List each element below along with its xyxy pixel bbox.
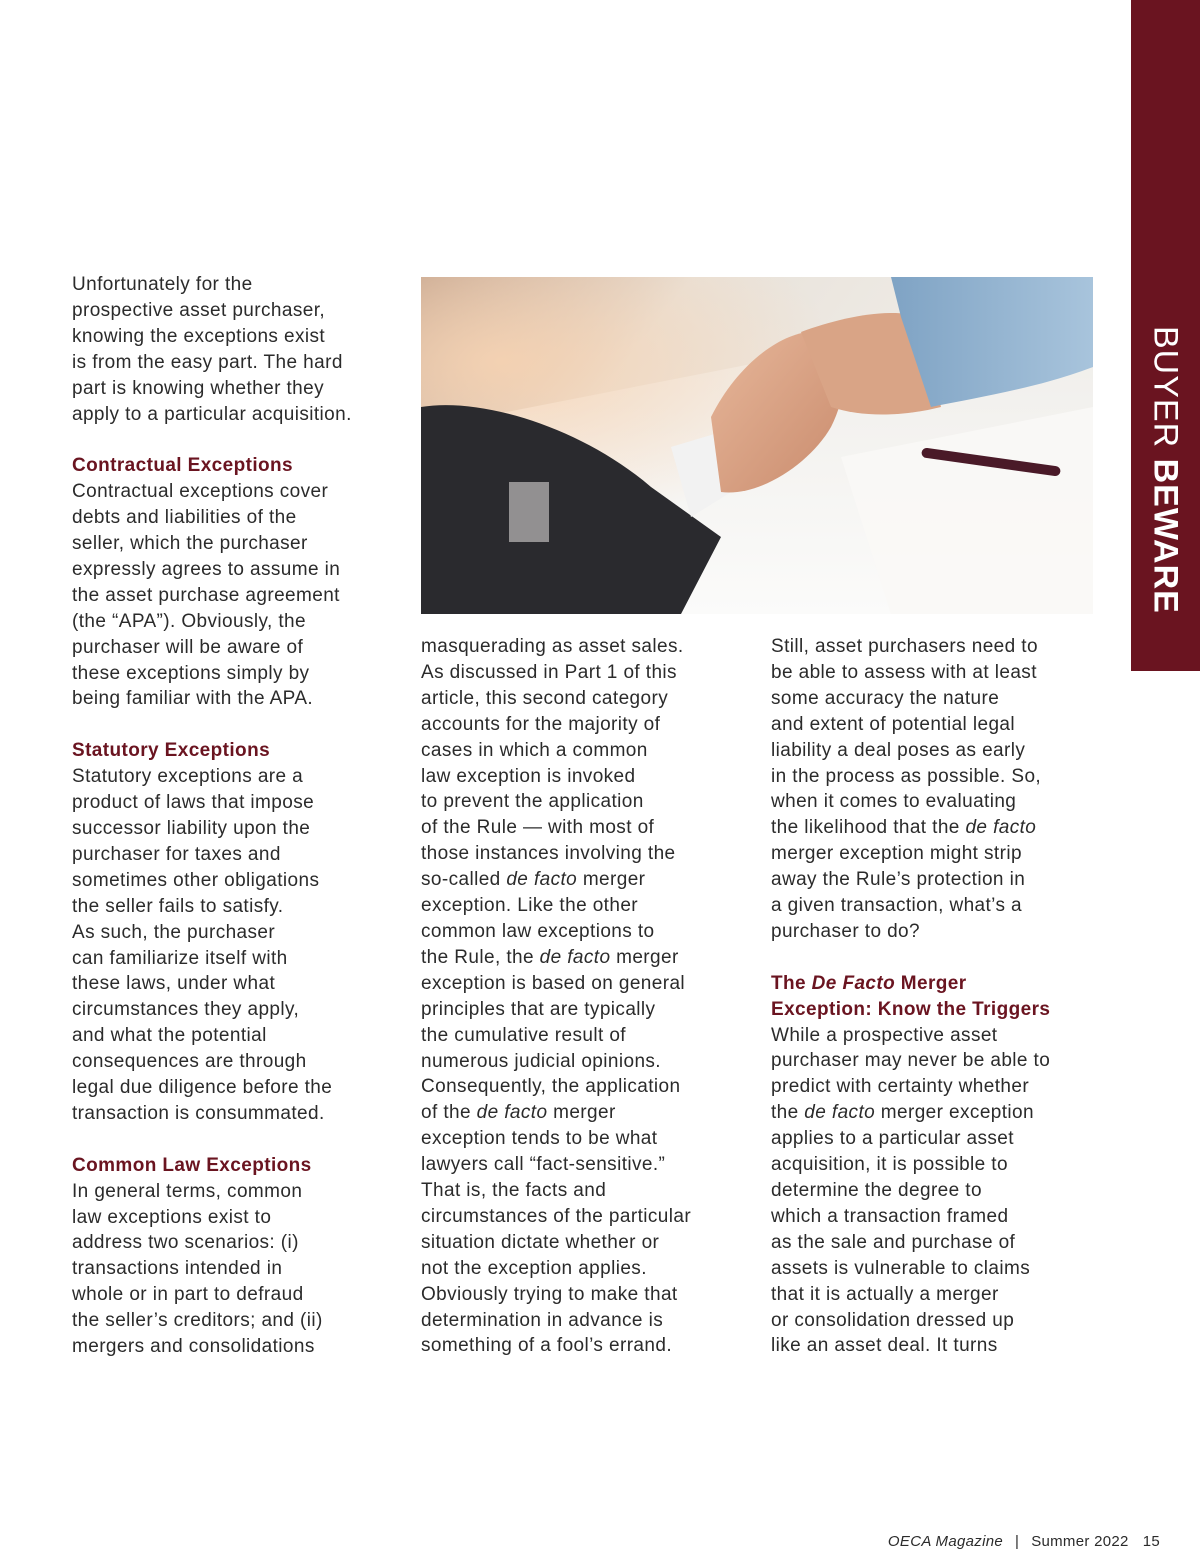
common-law-paragraph [72, 1179, 407, 1360]
text-line: law exceptions exist to [72, 1206, 272, 1228]
text-line: being familiar with the APA. [72, 688, 314, 710]
contractual-paragraph [72, 479, 407, 712]
text-line: is from the easy part. The hard [72, 351, 343, 373]
text-line: to prevent the application [421, 791, 644, 813]
text-line: successor liability upon the [72, 818, 311, 839]
text-line: knowing the exceptions exist [72, 325, 326, 347]
text-line: law exception is invoked [421, 765, 636, 787]
text-line: predict with certainty whether [771, 1076, 1030, 1098]
text-line: liability a deal poses as early [771, 739, 1026, 761]
text-line: and what the potential [72, 1025, 267, 1047]
text-line: Obviously trying to make that [421, 1283, 678, 1305]
text-line: situation dictate whether or [421, 1231, 660, 1253]
handshake-photo [421, 277, 1093, 614]
column-right [771, 634, 1106, 1359]
text-line: expressly agrees to assume in [72, 558, 341, 580]
text-line: away the Rule’s protection in [771, 869, 1026, 891]
text-line: Unfortunately for the [72, 274, 253, 295]
text-line: article, this second category [421, 687, 669, 709]
text-line: assets is vulnerable to claims [771, 1257, 1031, 1279]
text-line: Contractual exceptions cover [72, 481, 329, 503]
text-line: prospective asset purchaser, [72, 299, 326, 321]
text-line: that it is actually a merger [771, 1283, 999, 1305]
text-line: in the process as possible. So, [771, 765, 1042, 787]
text-line: the de facto merger exception [771, 1102, 1034, 1124]
text-line: these exceptions simply by [72, 662, 310, 684]
text-line: merger exception might strip [771, 843, 1022, 865]
text-line: circumstances of the particular [421, 1205, 692, 1227]
right-paragraph [771, 634, 1106, 945]
text-line: debts and liabilities of the [72, 507, 297, 529]
text-line: In general terms, common [72, 1180, 303, 1202]
text-line: some accuracy the nature [771, 687, 1000, 709]
text-line: or consolidation dressed up [771, 1309, 1015, 1331]
text-line: determination in advance is [421, 1309, 664, 1331]
text-line: these laws, under what [72, 973, 276, 995]
text-line: acquisition, it is possible to [771, 1154, 1008, 1176]
text-line: masquerading as asset sales. [421, 636, 684, 657]
statutory-heading: Statutory Exceptions [72, 740, 271, 762]
footer-separator: | [1014, 1533, 1020, 1550]
text-line: of the Rule — with most of [421, 817, 655, 839]
de-facto-heading: The De Facto Merger Exception: Know the Triggers [771, 972, 1051, 1020]
column-left [72, 272, 407, 1360]
de-facto-paragraph [771, 1023, 1106, 1360]
text-line: be able to assess with at least [771, 661, 1037, 683]
text-line: Still, asset purchasers need to [771, 636, 1038, 657]
text-line: transaction is consummated. [72, 1102, 325, 1124]
text-line: As discussed in Part 1 of this [421, 661, 677, 683]
text-line: That is, the facts and [421, 1180, 607, 1202]
section-title-bold: BEWARE [1146, 458, 1185, 614]
text-line: determine the degree to [771, 1180, 982, 1202]
text-line: sometimes other obligations [72, 869, 320, 891]
intro-paragraph [72, 272, 407, 427]
text-line: as the sale and purchase of [771, 1231, 1016, 1253]
text-line: seller, which the purchaser [72, 533, 308, 555]
text-line: apply to a particular acquisition. [72, 403, 352, 425]
text-line: the seller’s creditors; and (ii) [72, 1310, 323, 1332]
text-line: when it comes to evaluating [771, 791, 1017, 813]
section-title [1131, 326, 1200, 656]
text-line: transactions intended in [72, 1258, 283, 1280]
text-line: Statutory exceptions are a [72, 766, 304, 788]
text-line: part is knowing whether they [72, 377, 324, 399]
text-line: mergers and consolidations [72, 1336, 315, 1358]
middle-paragraph [421, 634, 756, 1359]
text-line: purchaser will be aware of [72, 636, 304, 658]
text-line: As such, the purchaser [72, 921, 276, 943]
column-middle [421, 634, 756, 1359]
text-line: common law exceptions to [421, 920, 655, 942]
text-line: Consequently, the application [421, 1076, 681, 1098]
text-line: and extent of potential legal [771, 713, 1015, 735]
text-line: legal due diligence before the [72, 1077, 333, 1099]
page-footer [888, 1533, 1160, 1550]
text-line: exception is based on general [421, 972, 686, 994]
issue-date: Summer 2022 [1031, 1533, 1129, 1550]
common-law-heading: Common Law Exceptions [72, 1154, 312, 1176]
magazine-name: OECA Magazine [887, 1533, 1003, 1550]
text-line: the likelihood that the de facto [771, 817, 1037, 839]
text-line: whole or in part to defraud [72, 1284, 304, 1306]
text-line: can familiarize itself with [72, 947, 288, 969]
contractual-heading: Contractual Exceptions [72, 455, 294, 477]
text-line: numerous judicial opinions. [421, 1050, 661, 1072]
text-line: purchaser to do? [771, 920, 920, 942]
text-line: consequences are through [72, 1051, 307, 1073]
text-line: not the exception applies. [421, 1257, 647, 1279]
text-line: exception tends to be what [421, 1128, 658, 1150]
text-line: lawyers call “fact-sensitive.” [421, 1154, 666, 1176]
text-line: While a prospective asset [771, 1024, 998, 1046]
text-line: circumstances they apply, [72, 999, 300, 1021]
text-line: accounts for the majority of [421, 713, 661, 735]
text-line: the cumulative result of [421, 1024, 626, 1046]
text-line: something of a fool’s errand. [421, 1335, 673, 1357]
text-line: those instances involving the [421, 843, 676, 865]
text-line: a given transaction, what’s a [771, 895, 1023, 917]
text-line: like an asset deal. It turns [771, 1335, 998, 1357]
text-line: the asset purchase agreement [72, 584, 340, 606]
page-number: 15 [1142, 1533, 1160, 1550]
section-title-light: BUYER [1146, 326, 1185, 449]
text-line: the seller fails to satisfy. [72, 895, 284, 917]
text-line: which a transaction framed [771, 1205, 1009, 1227]
text-line: address two scenarios: (i) [72, 1232, 299, 1254]
text-line: so-called de facto merger [421, 869, 646, 891]
statutory-paragraph [72, 764, 407, 1127]
text-line: purchaser for taxes and [72, 843, 281, 865]
text-line: product of laws that impose [72, 792, 315, 814]
text-line: cases in which a common [421, 739, 648, 761]
text-line: of the de facto merger [421, 1102, 616, 1124]
text-line: exception. Like the other [421, 895, 639, 917]
text-line: purchaser may never be able to [771, 1050, 1051, 1072]
text-line: (the “APA”). Obviously, the [72, 610, 306, 632]
text-line: applies to a particular asset [771, 1128, 1014, 1150]
text-line: the Rule, the de facto merger [421, 946, 679, 968]
text-line: principles that are typically [421, 998, 656, 1020]
